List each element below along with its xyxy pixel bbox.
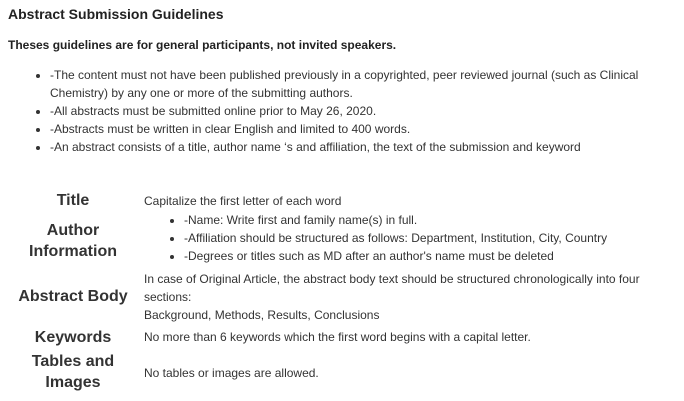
- page-title: Abstract Submission Guidelines: [8, 6, 224, 22]
- keywords-label: Keywords: [34, 329, 112, 346]
- author-information-label: Author Information: [29, 222, 117, 260]
- title-label: Title: [56, 192, 90, 209]
- guideline-item: • -The content must not have been published previously in a copyrighted, peer reviewed journal (such as Clinical Chemistry) by any one or more of the submitting authors.: [50, 66, 684, 102]
- tables-images-text: No tables or images are allowed.: [144, 366, 319, 380]
- author-information-item: • -Degrees or titles such as MD after an author's name must be deleted: [184, 247, 684, 265]
- keywords-text: No more than 6 keywords which the first word begins with a capital letter.: [144, 330, 531, 344]
- author-information-item: • -Affiliation should be structured as follows: Department, Institution, City, Country: [184, 229, 684, 247]
- page-subtitle: Theses guidelines are for general participants, not invited speakers.: [8, 38, 397, 52]
- abstract-body-label: Abstract Body: [18, 288, 128, 305]
- author-information-item: • -Name: Write first and family name(s) in full.: [184, 211, 684, 229]
- guideline-item: • -Abstracts must be written in clear English and limited to 400 words.: [50, 120, 684, 138]
- author-information-list: [170, 211, 684, 265]
- guideline-item: • -All abstracts must be submitted online prior to May 26, 2020.: [50, 102, 684, 120]
- abstract-body-sections: Background, Methods, Results, Conclusions: [144, 308, 380, 322]
- tables-images-label: Tables and Images: [31, 353, 115, 391]
- abstract-body-text: [144, 270, 669, 324]
- title-text: Capitalize the first letter of each word: [144, 194, 342, 208]
- guidelines-list: [36, 66, 684, 156]
- guideline-item: • -An abstract consists of a title, author name ‘s and affiliation, the text of the submission and keyword: [50, 138, 684, 156]
- abstract-body-description: In case of Original Article, the abstract body text should be structured chronologically into four sections:: [144, 272, 640, 304]
